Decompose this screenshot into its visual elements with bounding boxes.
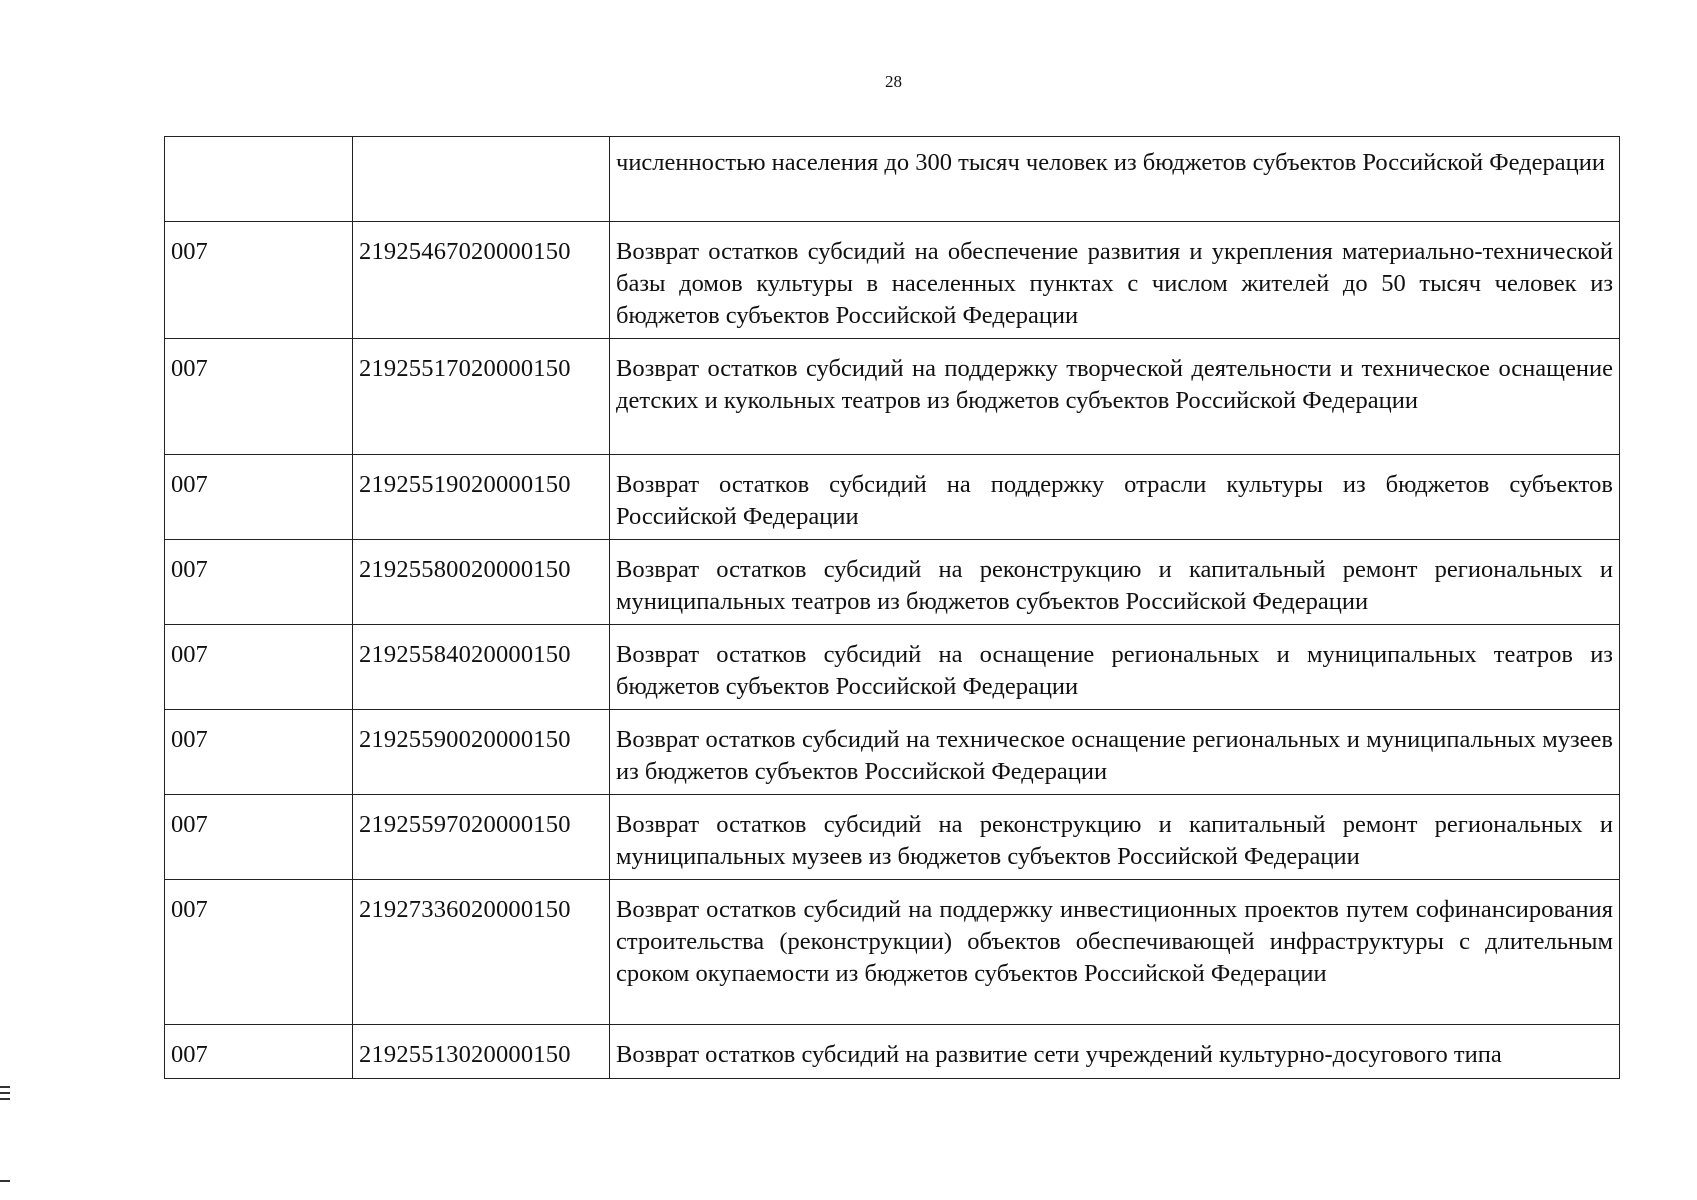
table-row (165, 339, 1620, 455)
admin-code-cell: 007 (165, 339, 353, 455)
table-row (165, 880, 1620, 1025)
revenue-name-cell: Возврат остатков субсидий на поддержку инвестиционных проектов путем софинансирования строительства (реконструкции) объектов обеспечивающей инфраструктуры с длительным сроком окупаемости из бюджетов субъектов Российской Федерации (610, 880, 1620, 1025)
revenue-name-cell: Возврат остатков субсидий на реконструкцию и капитальный ремонт региональных и муниципальных музеев из бюджетов субъектов Российской Федерации (610, 795, 1620, 880)
budget-code-cell: 21925580020000150 (353, 540, 610, 625)
table-row (165, 222, 1620, 339)
table-row (165, 795, 1620, 880)
admin-code-cell: 007 (165, 710, 353, 795)
budget-code-cell: 21925467020000150 (353, 222, 610, 339)
admin-code-cell: 007 (165, 540, 353, 625)
revenue-name-cell: Возврат остатков субсидий на техническое оснащение региональных и муниципальных музеев из бюджетов субъектов Российской Федерации (610, 710, 1620, 795)
budget-code-cell: 21925513020000150 (353, 1025, 610, 1079)
table-row (165, 625, 1620, 710)
revenue-name-cell: Возврат остатков субсидий на поддержку творческой деятельности и техническое оснащение детских и кукольных театров из бюджетов субъектов Российской Федерации (610, 339, 1620, 455)
scan-edge-mark (0, 1098, 10, 1100)
budget-code-cell: 21925519020000150 (353, 455, 610, 540)
admin-code-cell (165, 137, 353, 222)
admin-code-cell: 007 (165, 880, 353, 1025)
budget-classification-table (164, 136, 1620, 1079)
table-row (165, 710, 1620, 795)
revenue-name-cell: Возврат остатков субсидий на реконструкцию и капитальный ремонт региональных и муниципальных театров из бюджетов субъектов Российской Федерации (610, 540, 1620, 625)
revenue-name-cell: Возврат остатков субсидий на оснащение региональных и муниципальных театров из бюджетов субъектов Российской Федерации (610, 625, 1620, 710)
admin-code-cell: 007 (165, 625, 353, 710)
budget-code-cell: 21925517020000150 (353, 339, 610, 455)
table-row (165, 455, 1620, 540)
scan-edge-mark (0, 1180, 10, 1182)
table-row (165, 1025, 1620, 1079)
revenue-name-cell: Возврат остатков субсидий на поддержку отрасли культуры из бюджетов субъектов Российской Федерации (610, 455, 1620, 540)
admin-code-cell: 007 (165, 455, 353, 540)
admin-code-cell: 007 (165, 1025, 353, 1079)
admin-code-cell: 007 (165, 222, 353, 339)
table-row (165, 137, 1620, 222)
admin-code-cell: 007 (165, 795, 353, 880)
revenue-name-cell: Возврат остатков субсидий на развитие сети учреждений культурно-досугового типа (610, 1025, 1620, 1079)
page-number: 28 (885, 72, 902, 91)
revenue-name-cell: Возврат остатков субсидий на обеспечение развития и укрепления материально-технической базы домов культуры в населенных пунктах с числом жителей до 50 тысяч человек из бюджетов субъектов Российской Федерации (610, 222, 1620, 339)
budget-code-cell: 21925590020000150 (353, 710, 610, 795)
budget-code-cell: 21925584020000150 (353, 625, 610, 710)
budget-code-cell: 21927336020000150 (353, 880, 610, 1025)
scan-edge-mark (0, 1086, 10, 1088)
revenue-name-cell: численностью населения до 300 тысяч человек из бюджетов субъектов Российской Федерации (610, 137, 1620, 222)
budget-code-cell: 21925597020000150 (353, 795, 610, 880)
budget-code-cell (353, 137, 610, 222)
scan-edge-mark (0, 1092, 10, 1094)
table-row (165, 540, 1620, 625)
